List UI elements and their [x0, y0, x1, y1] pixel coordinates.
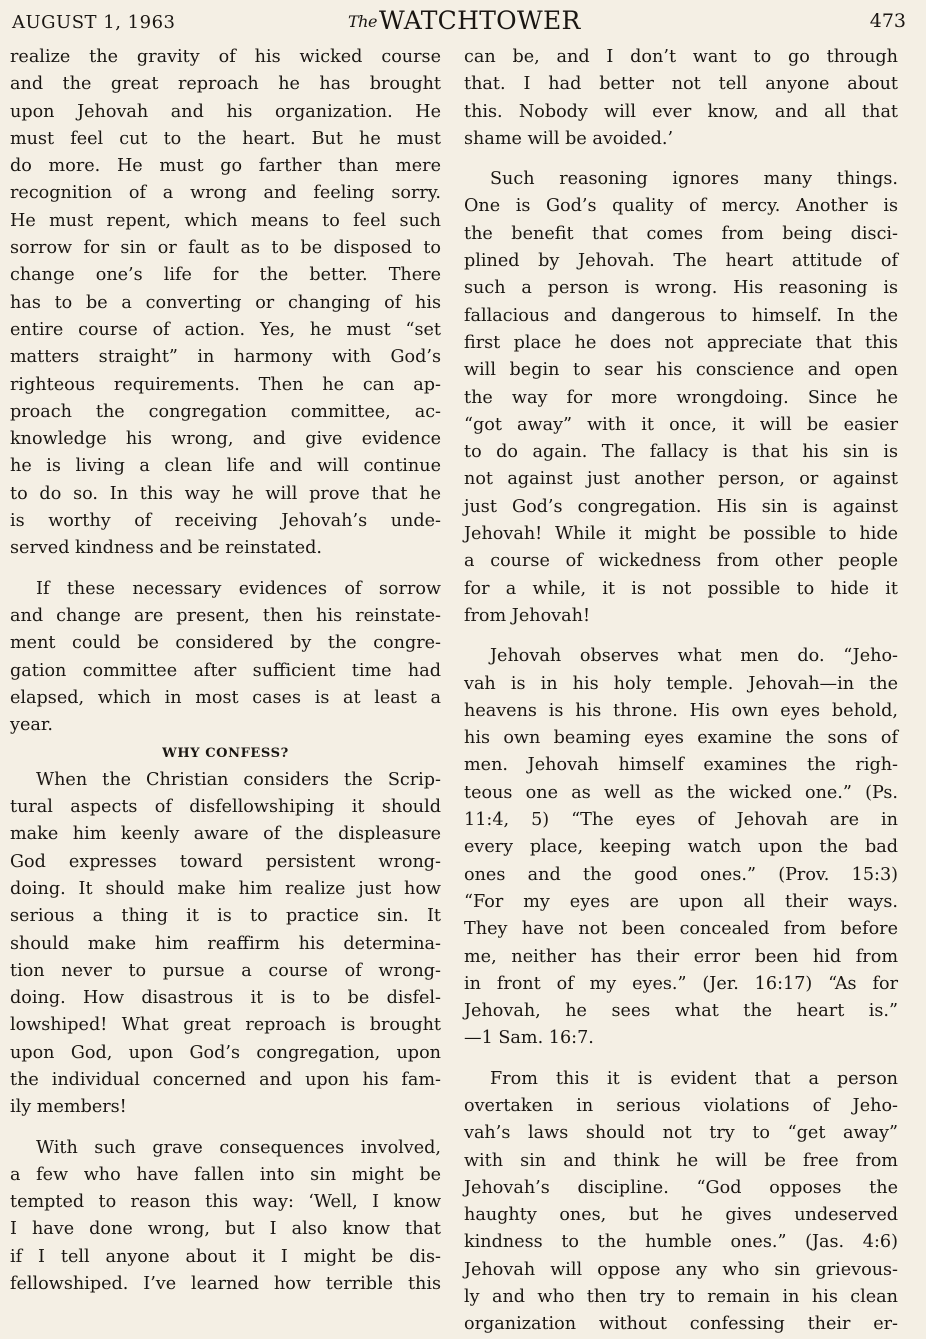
text-line: will begin to sear his conscience and open	[464, 360, 898, 381]
text-line: God expresses toward persistent wrong-	[10, 851, 441, 872]
text-line: from Jehovah!	[464, 605, 591, 626]
text-line: With such grave consequences involved,	[36, 1137, 441, 1158]
text-line: fallacious and dangerous to himself. In the	[464, 305, 898, 326]
text-line: and change are present, then his reinstate-	[10, 605, 441, 626]
text-line: overtaken in serious violations of Jeho-	[464, 1095, 898, 1116]
text-line: make him keenly aware of the displeasure	[10, 824, 441, 845]
text-line: year.	[10, 715, 53, 736]
text-line: knowledge his wrong, and give evidence	[10, 429, 441, 450]
text-line: not against just another person, or against	[464, 469, 898, 490]
text-line: They have not been concealed from before	[464, 919, 898, 940]
text-line: One is God’s quality of mercy. Another is	[464, 196, 898, 217]
text-line: every place, keeping watch upon the bad	[464, 837, 898, 858]
text-line: has to be a converting or changing of his	[10, 292, 441, 313]
text-line: ones and the good ones.” (Prov. 15:3)	[464, 864, 898, 885]
paragraph	[10, 767, 441, 1122]
text-line: is worthy of receiving Jehovah’s unde-	[10, 511, 441, 532]
text-line: to do so. In this way he will prove that he	[10, 483, 441, 504]
magazine-title	[348, 6, 581, 35]
text-line: shame will be avoided.’	[464, 128, 674, 149]
text-line: vah’s laws should not try to “get away”	[464, 1123, 898, 1144]
text-line: such a person is wrong. His reasoning is	[464, 278, 898, 299]
text-line: men. Jehovah himself examines the righ-	[464, 755, 898, 776]
text-line: ly and who then try to remain in his clean	[464, 1287, 898, 1308]
text-line: ment could be considered by the congre-	[10, 633, 441, 654]
page-header	[12, 4, 906, 40]
text-line: recognition of a wrong and feeling sorry.	[10, 183, 441, 204]
paragraph	[464, 166, 898, 630]
text-line: lowshiped! What great reproach is brought	[10, 1015, 441, 1036]
text-line: just God’s congregation. His sin is against	[464, 496, 898, 517]
text-line: change one’s life for the better. There	[10, 265, 441, 286]
paragraph	[10, 1135, 441, 1299]
text-line: proach the congregation committee, ac-	[10, 401, 441, 422]
text-line: sorrow for sin or fault as to be disposed to	[10, 238, 441, 259]
text-line: this. Nobody will ever know, and all that	[464, 101, 898, 122]
text-line: Jehovah observes what men do. “Jeho-	[490, 646, 898, 667]
text-line: organization without confessing their er-	[464, 1314, 898, 1335]
paragraph	[464, 643, 898, 1052]
text-line: —1 Sam. 16:7.	[464, 1028, 594, 1049]
text-line: served kindness and be reinstated.	[10, 538, 322, 559]
text-line: plined by Jehovah. The heart attitude of	[464, 251, 898, 272]
text-line: “For my eyes are upon all their ways.	[464, 891, 898, 912]
text-line: Such reasoning ignores many things.	[490, 169, 898, 190]
text-line: a few who have fallen into sin might be	[10, 1164, 441, 1185]
text-line: gation committee after sufficient time had	[10, 660, 441, 681]
text-line: From this it is evident that a person	[490, 1068, 898, 1089]
text-line: realize the gravity of his wicked course	[10, 47, 441, 67]
text-line: tempted to reason this way: ‘Well, I know	[10, 1192, 441, 1213]
text-line: the individual concerned and upon his fam-	[10, 1069, 441, 1090]
text-line: upon Jehovah and his organization. He	[10, 101, 441, 122]
text-line: 11:4, 5) “The eyes of Jehovah are in	[464, 810, 898, 831]
text-line: doing. How disastrous it is to be disfel-	[10, 988, 441, 1009]
text-line: for a while, it is not possible to hide it	[464, 578, 898, 599]
text-line: teous one as well as the wicked one.” (Ps.	[464, 782, 898, 803]
right-column	[464, 44, 898, 1339]
left-column	[10, 44, 441, 1298]
text-line: can be, and I don’t want to go through	[464, 47, 898, 67]
text-line: if I tell anyone about it I might be dis-	[10, 1246, 441, 1267]
text-line: me, neither has their error been hid from	[464, 946, 898, 967]
text-line: righteous requirements. Then he can ap-	[10, 374, 441, 395]
text-line: the benefit that comes from being disci-	[464, 223, 898, 244]
text-line: fellowshiped. I’ve learned how terrible this	[10, 1274, 441, 1295]
text-line: in front of my eyes.” (Jer. 16:17) “As for	[464, 973, 898, 994]
text-line: tion never to pursue a course of wrong-	[10, 960, 441, 981]
paragraph	[464, 44, 898, 153]
text-line: doing. It should make him realize just how	[10, 878, 441, 899]
text-line: serious a thing it is to practice sin. It	[10, 906, 441, 927]
page-number: 473	[869, 10, 906, 32]
text-line: a course of wickedness from other people	[464, 551, 898, 572]
paragraph	[464, 1066, 898, 1339]
section-heading: WHY CONFESS?	[162, 746, 289, 762]
text-line: When the Christian considers the Scrip-	[36, 769, 441, 790]
text-line: haughty ones, but he gives undeserved	[464, 1205, 898, 1226]
text-line: entire course of action. Yes, he must “set	[10, 319, 441, 340]
text-line: and the great reproach he has brought	[10, 74, 441, 95]
text-line: Jehovah, he sees what the heart is.”	[464, 1001, 898, 1022]
text-line: first place he does not appreciate that this	[464, 332, 898, 353]
text-line: If these necessary evidences of sorrow	[36, 578, 441, 599]
text-line: kindness to the humble ones.” (Jas. 4:6)	[464, 1232, 898, 1253]
text-line: vah is in his holy temple. Jehovah—in the	[464, 673, 898, 694]
text-line: upon God, upon God’s congregation, upon	[10, 1042, 441, 1063]
text-line: elapsed, which in most cases is at least a	[10, 687, 441, 708]
text-line: do more. He must go farther than mere	[10, 156, 441, 177]
magazine-title-the: The	[348, 12, 377, 31]
text-line: his own beaming eyes examine the sons of	[464, 728, 898, 749]
text-line: matters straight” in harmony with God’s	[10, 347, 441, 368]
text-line: to do again. The fallacy is that his sin is	[464, 442, 898, 463]
text-line: Jehovah will oppose any who sin grievous-	[464, 1259, 898, 1280]
paragraph	[10, 44, 441, 563]
text-line: He must repent, which means to feel such	[10, 210, 441, 231]
text-line: Jehovah’s discipline. “God opposes the	[464, 1177, 898, 1198]
text-line: the way for more wrongdoing. Since he	[464, 387, 898, 408]
text-line: “got away” with it once, it will be easier	[464, 414, 898, 435]
text-line: that. I had better not tell anyone about	[464, 74, 898, 95]
issue-date: AUGUST 1, 1963	[12, 12, 176, 33]
text-line: must feel cut to the heart. But he must	[10, 128, 441, 149]
paragraph	[10, 576, 441, 740]
text-line: he is living a clean life and will continue	[10, 456, 441, 477]
text-line: heavens is his throne. His own eyes behold,	[464, 700, 898, 721]
text-line: with sin and think he will be free from	[464, 1150, 898, 1171]
text-line: I have done wrong, but I also know that	[10, 1219, 441, 1240]
text-line: tural aspects of disfellowshiping it should	[10, 797, 441, 818]
magazine-title-main: WATCHTOWER	[378, 6, 581, 35]
text-line: Jehovah! While it might be possible to hide	[464, 524, 898, 545]
text-line: should make him reaffirm his determina-	[10, 933, 441, 954]
text-line: ily members!	[10, 1097, 127, 1118]
